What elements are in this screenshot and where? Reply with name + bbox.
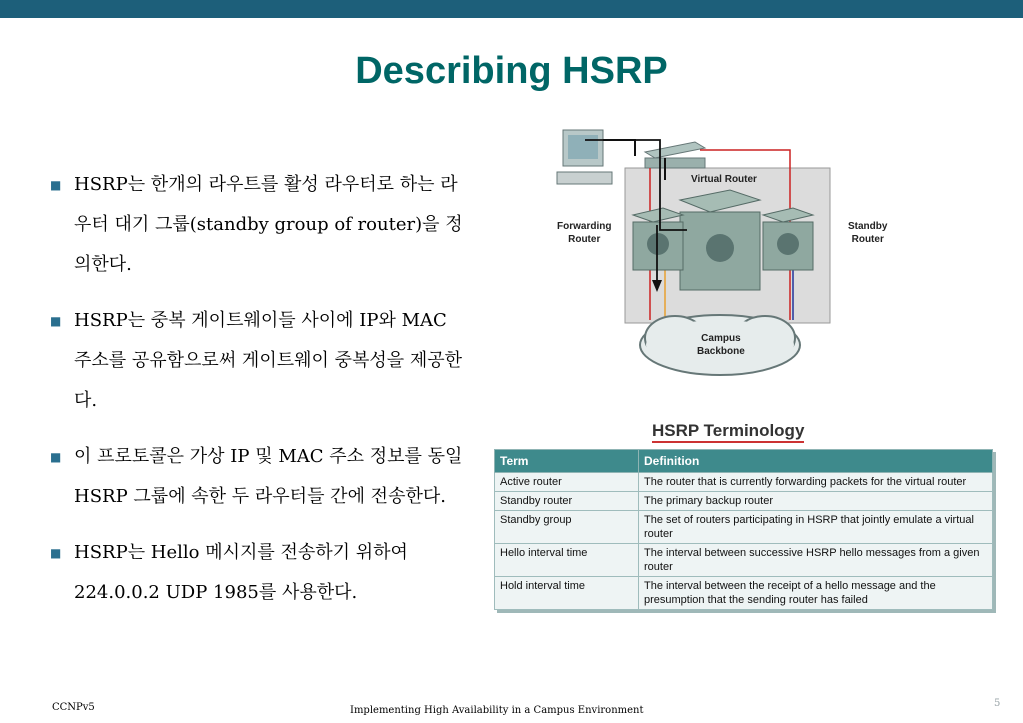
term-cell: Hold interval time [495, 577, 639, 610]
top-banner [0, 0, 1023, 18]
term-cell: Hello interval time [495, 544, 639, 577]
switch-icon [645, 142, 705, 168]
bullet-text: HSRP는 중복 게이트웨이들 사이에 IP와 MAC 주소를 공유함으로써 게이트웨이 중복성을 제공한다. [74, 310, 463, 411]
terminology-table [494, 449, 993, 610]
definition-cell: The set of routers participating in HSRP that jointly emulate a virtual router [639, 511, 993, 544]
virtual-router-label: Virtual Router [691, 174, 757, 185]
workstation-icon [557, 130, 612, 184]
square-bullet-icon: ■ [50, 546, 62, 560]
page-number: 5 [994, 698, 1001, 709]
bullet-text: 이 프로토콜은 가상 IP 및 MAC 주소 정보를 동일 HSRP 그룹에 속한 두 라우터들 간에 전송한다. [74, 446, 463, 507]
footer-course: CCNPv5 [52, 702, 95, 713]
hsrp-diagram-graphic [545, 120, 905, 410]
standby-router-label: Standby Router [848, 221, 888, 245]
hsrp-diagram [545, 120, 905, 410]
table-row [495, 511, 993, 544]
term-cell: Active router [495, 473, 639, 492]
slide-title: Describing HSRP [355, 50, 668, 92]
table-row [495, 544, 993, 577]
definition-cell: The primary backup router [639, 492, 993, 511]
host-link [603, 140, 635, 156]
table-row [495, 492, 993, 511]
definition-cell: The interval between successive HSRP hello messages from a given router [639, 544, 993, 577]
bullet-item [48, 165, 468, 285]
square-bullet-icon: ■ [50, 314, 62, 328]
square-bullet-icon: ■ [50, 178, 62, 192]
terminology-title: HSRP Terminology [652, 421, 804, 443]
column-header-definition: Definition [639, 450, 993, 473]
bullet-text: HSRP는 Hello 메시지를 전송하기 위하여 224.0.0.2 UDP 1985를 사용한다. [74, 542, 408, 603]
table-row [495, 473, 993, 492]
square-bullet-icon: ■ [50, 450, 62, 464]
forwarding-router-label: Forwarding Router [557, 221, 612, 245]
table-header-row [495, 450, 993, 473]
bullet-item [48, 533, 468, 613]
term-cell: Standby router [495, 492, 639, 511]
table-row [495, 577, 993, 610]
campus-backbone-label: Campus Backbone [697, 333, 745, 357]
bullet-item [48, 301, 468, 421]
definition-cell: The router that is currently forwarding packets for the virtual router [639, 473, 993, 492]
bullet-list [48, 165, 468, 629]
bullet-text: HSRP는 한개의 라우트를 활성 라우터로 하는 라우터 대기 그룹(standby group of router)을 정의한다. [74, 174, 463, 275]
column-header-term: Term [495, 450, 639, 473]
definition-cell: The interval between the receipt of a hello message and the presumption that the sending router has failed [639, 577, 993, 610]
bullet-item [48, 437, 468, 517]
term-cell: Standby group [495, 511, 639, 544]
footer-chapter: Implementing High Availability in a Campus Environment [350, 705, 644, 716]
